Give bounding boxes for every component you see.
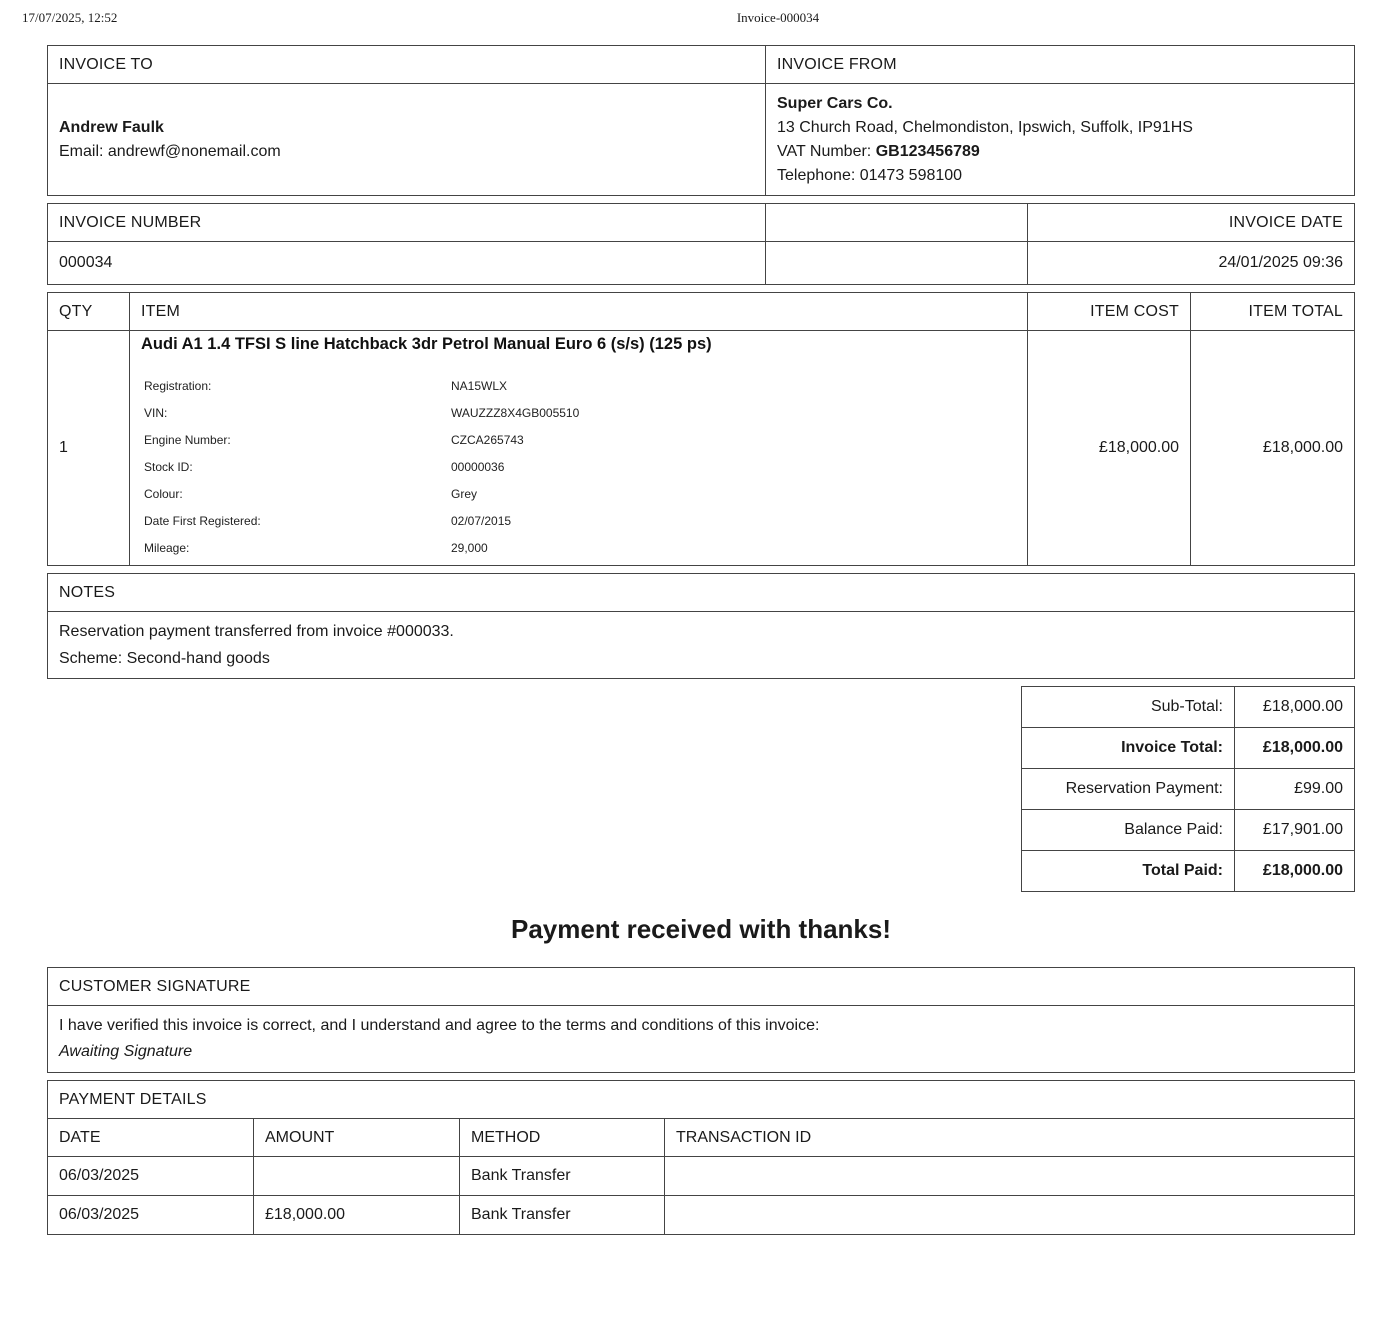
subtotal-row [1022,687,1355,728]
item-description [130,331,1028,566]
spec-label: Date First Registered: [144,513,261,528]
signature-body [48,1006,1355,1073]
company-name: Super Cars Co. [777,94,893,112]
notes-heading: NOTES [48,574,1355,612]
customer-email: andrewf@nonemail.com [107,142,281,160]
item-total-heading: ITEM TOTAL [1191,293,1355,331]
invoice-date-heading: INVOICE DATE [1028,204,1355,242]
invoice-to-heading: INVOICE TO [48,46,766,84]
invoice-to-details [48,84,766,196]
signature-status: Awaiting Signature [59,1043,193,1060]
spec-row [144,507,579,534]
invoice-date: 24/01/2025 09:36 [1028,242,1355,285]
spec-label: Stock ID: [144,459,193,474]
spec-value: NA15WLX [451,378,508,393]
signature-statement: I have verified this invoice is correct, and I understand and agree to the terms and conditions of this invoice: [59,1017,820,1034]
spec-value: 29,000 [451,540,488,555]
balance-paid-row [1022,810,1355,851]
signature-table [47,967,1355,1073]
spec-label: Engine Number: [144,432,231,447]
customer-email-label: Email: [59,142,104,160]
payment-date: 06/03/2025 [48,1157,254,1196]
payment-method: Bank Transfer [460,1157,665,1196]
payment-transaction-id [665,1157,1355,1196]
payment-details-table [47,1080,1355,1235]
table-row [48,331,1355,566]
note-line: Reservation payment transferred from invoice #000033. [59,623,454,640]
total-paid-value: £18,000.00 [1235,851,1355,892]
payment-transaction-id [665,1196,1355,1235]
spec-row [144,480,579,507]
item-qty: 1 [48,331,130,566]
print-header [0,0,1400,36]
invoice-from-heading: INVOICE FROM [766,46,1355,84]
item-cost-heading: ITEM COST [1028,293,1191,331]
print-date: 17/07/2025, 12:52 [22,10,118,25]
reservation-payment-value: £99.00 [1235,769,1355,810]
spec-row [144,534,579,561]
item-total: £18,000.00 [1191,331,1355,566]
thanks-message: Payment received with thanks! [510,914,892,944]
vat-line [777,140,1343,164]
print-title: Invoice-000034 [736,10,820,25]
vat-label: VAT Number: [777,142,872,160]
note-line: Scheme: Second-hand goods [59,650,270,667]
vehicle-specs [144,372,579,561]
item-cost: £18,000.00 [1028,331,1191,566]
invoice-from-details [766,84,1355,196]
totals-table [1021,686,1355,892]
payment-date-heading: DATE [48,1119,254,1157]
customer-name: Andrew Faulk [59,118,164,136]
payment-amount: £18,000.00 [254,1196,460,1235]
payment-method: Bank Transfer [460,1196,665,1235]
customer-email-line [59,140,754,164]
spec-row [144,372,579,399]
reservation-payment-label: Reservation Payment: [1022,769,1235,810]
vat-number: GB123456789 [875,142,980,160]
subtotal-label: Sub-Total: [1022,687,1235,728]
item-heading: ITEM [130,293,1028,331]
meta-empty-heading [766,204,1028,242]
notes-body [48,612,1355,679]
invoice-total-label: Invoice Total: [1022,728,1235,769]
spec-label: Registration: [144,378,212,393]
signature-heading: CUSTOMER SIGNATURE [48,968,1355,1006]
invoice-document [47,45,1355,1235]
payment-date: 06/03/2025 [48,1196,254,1235]
balance-paid-value: £17,901.00 [1235,810,1355,851]
invoice-number-heading: INVOICE NUMBER [48,204,766,242]
spec-value: WAUZZZ8X4GB005510 [451,405,580,420]
payment-amount-heading: AMOUNT [254,1119,460,1157]
payment-transaction-heading: TRANSACTION ID [665,1119,1355,1157]
table-row [48,1196,1355,1235]
table-row [48,1157,1355,1196]
qty-heading: QTY [48,293,130,331]
spec-row [144,399,579,426]
notes-table [47,573,1355,679]
total-paid-label: Total Paid: [1022,851,1235,892]
items-table [47,292,1355,566]
spec-row [144,453,579,480]
total-paid-row [1022,851,1355,892]
spec-label: Mileage: [144,540,190,555]
invoice-total-value: £18,000.00 [1235,728,1355,769]
spec-value: Grey [451,486,478,501]
invoice-total-row [1022,728,1355,769]
item-title: Audi A1 1.4 TFSI S line Hatchback 3dr Petrol Manual Euro 6 (s/s) (125 ps) [141,335,712,353]
meta-empty-cell [766,242,1028,285]
invoice-number: 000034 [48,242,766,285]
payment-details-heading: PAYMENT DETAILS [48,1081,1355,1119]
spec-label: VIN: [144,405,168,420]
spec-row [144,426,579,453]
company-telephone: Telephone: 01473 598100 [777,166,963,184]
spec-label: Colour: [144,486,183,501]
payment-method-heading: METHOD [460,1119,665,1157]
invoice-meta-table [47,203,1355,285]
spec-value: 02/07/2015 [451,513,512,528]
payment-amount [254,1157,460,1196]
spec-value: CZCA265743 [451,432,524,447]
balance-paid-label: Balance Paid: [1022,810,1235,851]
address-table [47,45,1355,196]
totals-section [47,686,1355,911]
spec-value: 00000036 [451,459,505,474]
reservation-payment-row [1022,769,1355,810]
subtotal-value: £18,000.00 [1235,687,1355,728]
company-address: 13 Church Road, Chelmondiston, Ipswich, Suffolk, IP91HS [777,118,1193,136]
